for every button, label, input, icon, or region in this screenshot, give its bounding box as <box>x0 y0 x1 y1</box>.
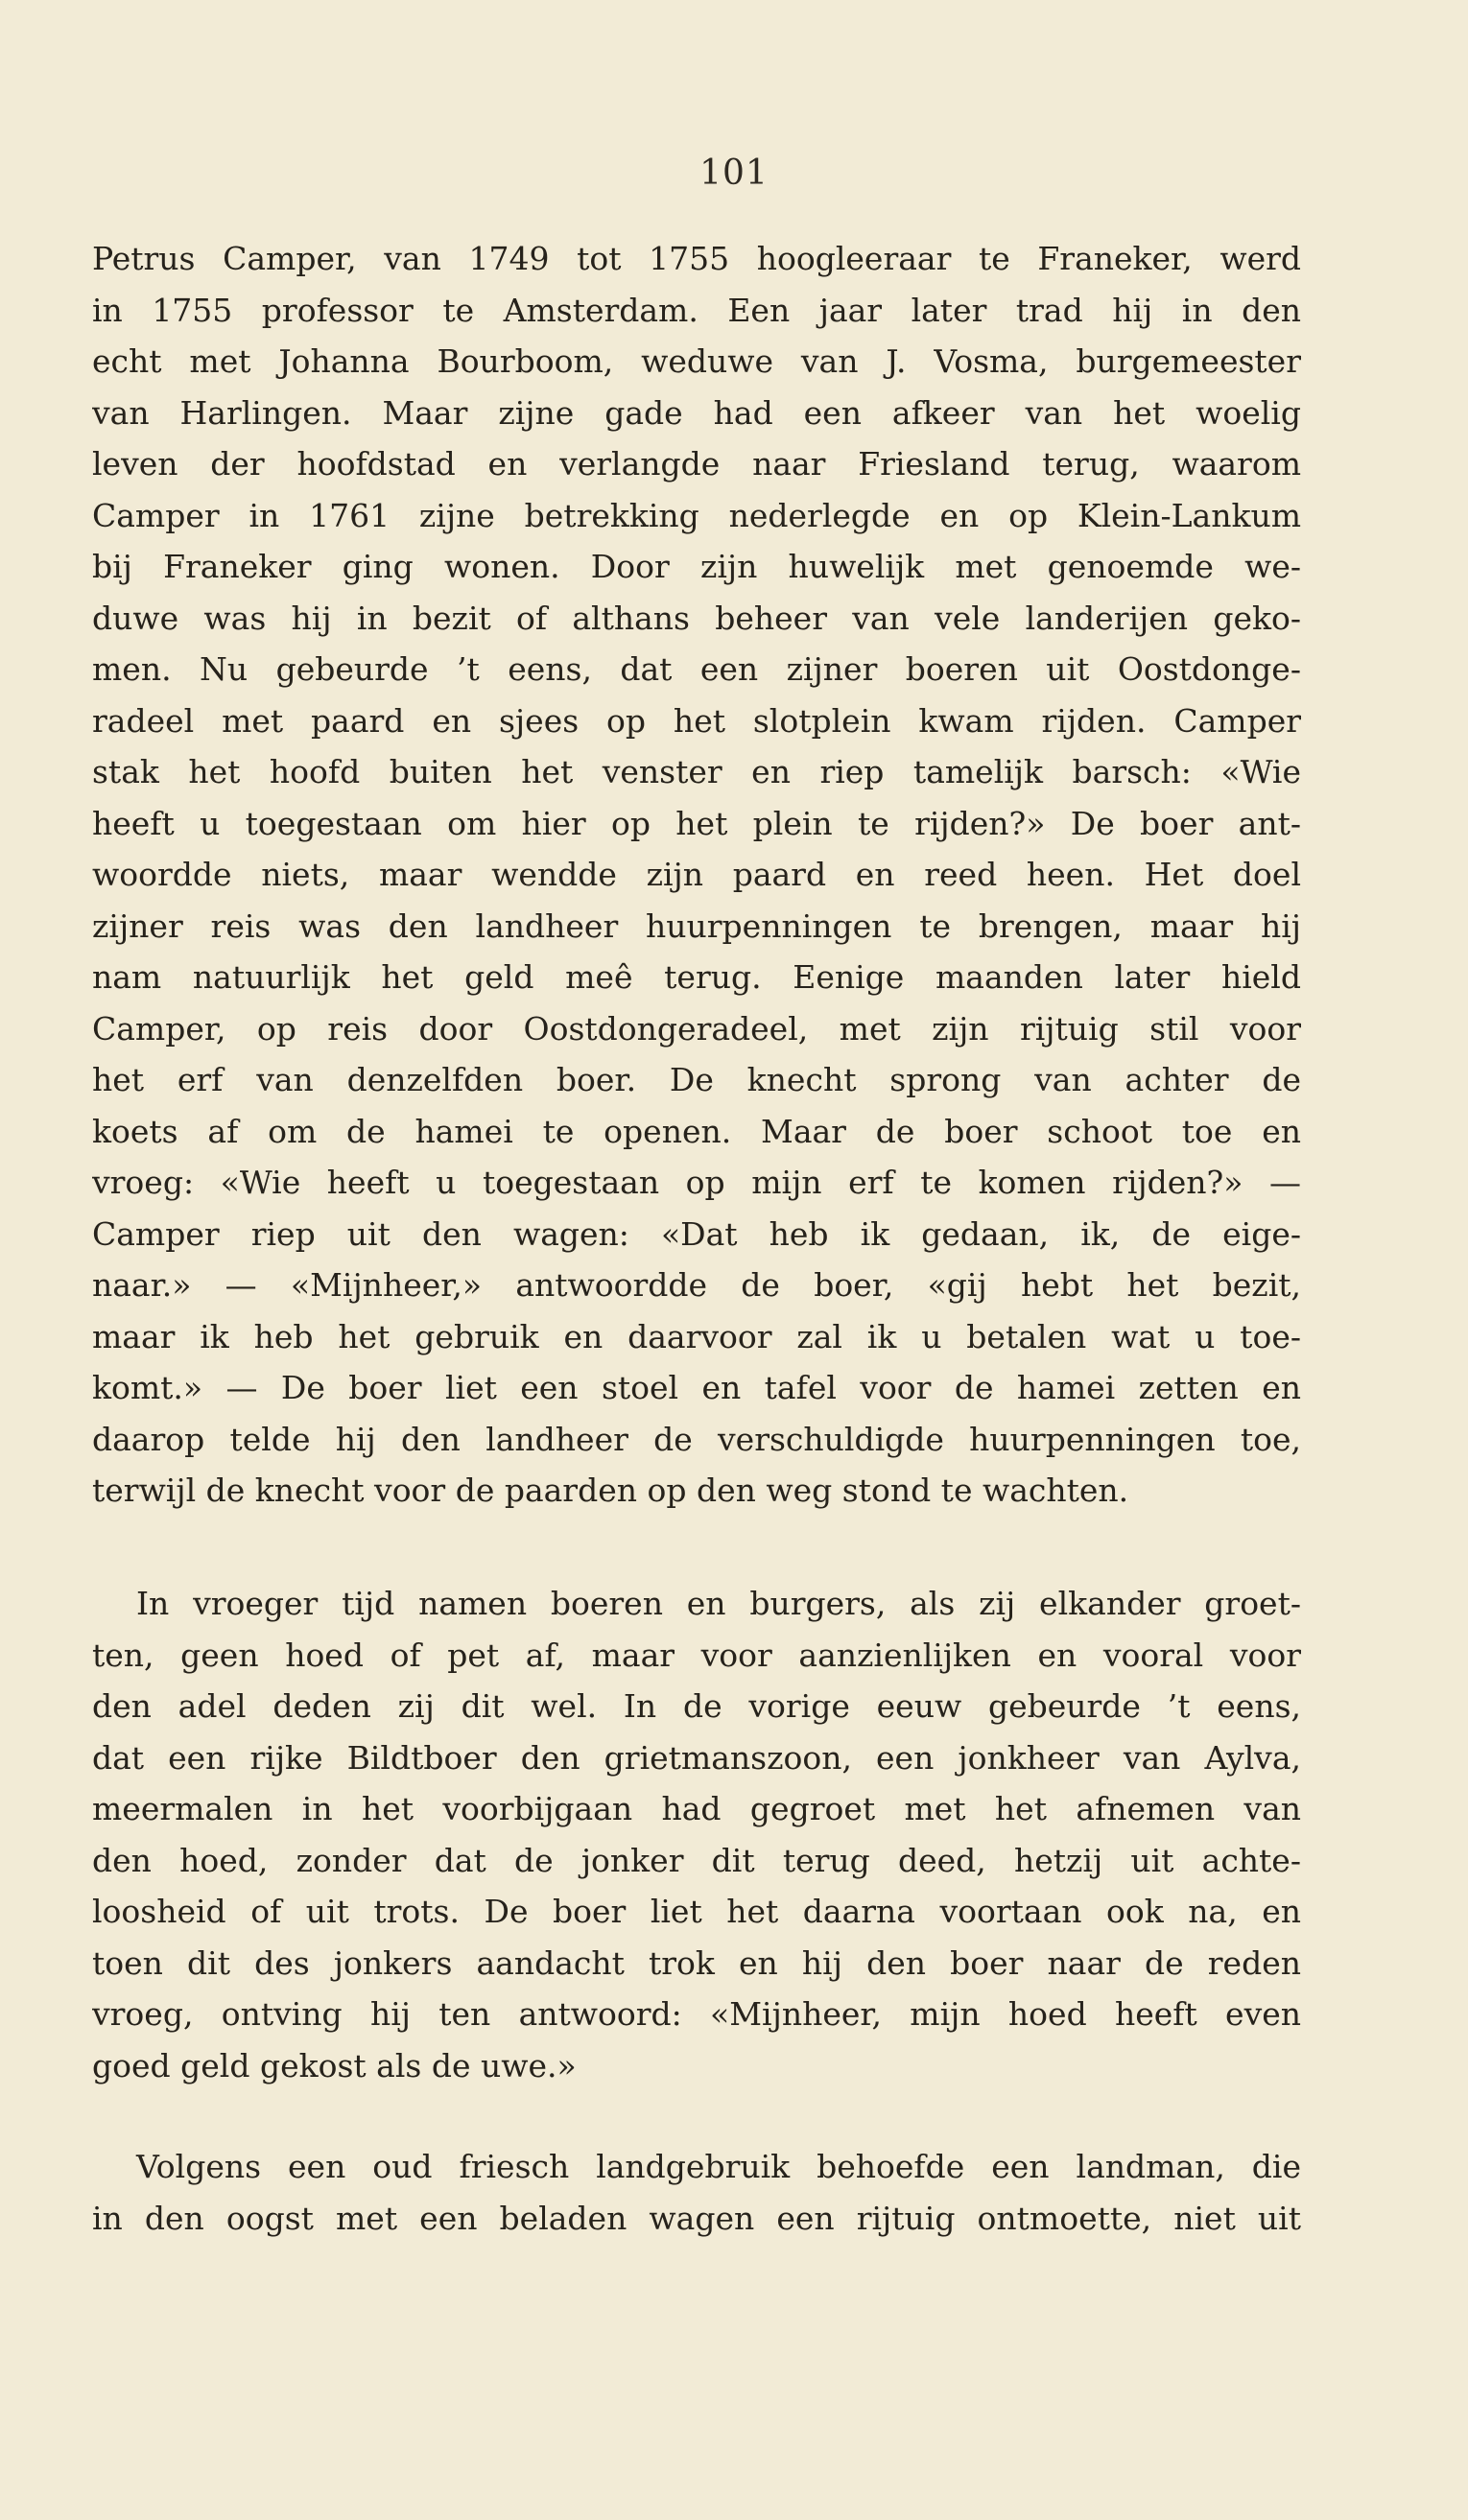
text-line: Camper, op reis door Oostdongeradeel, met zijn rijtuig stil voor <box>92 1009 1301 1048</box>
text-line: woordde niets, maar wendde zijn paard en reed heen. Het doel <box>92 856 1301 893</box>
text-line: echt met Johanna Bourboom, weduwe van J. Vosma, burgemeester <box>92 342 1301 380</box>
text-line: nam natuurlijk het geld meê terug. Eenige maanden later hield <box>92 958 1301 996</box>
text-line: goed geld gekost als de uwe.» <box>92 2046 577 2084</box>
text-line: komt.» — De boer liet een stoel en tafel voor de hamei zetten en <box>92 1369 1301 1406</box>
text-line: den hoed, zonder dat de jonker dit terug deed, hetzij uit achte- <box>92 1841 1301 1879</box>
text-line: heeft u toegestaan om hier op het plein te rijden?» De boer ant- <box>92 804 1301 842</box>
text-line: naar.» — «Mijnheer,» antwoordde de boer, «gij hebt het bezit, <box>92 1266 1301 1304</box>
text-line: toen dit des jonkers aandacht trok en hij den boer naar de reden <box>92 1943 1301 1982</box>
text-line: zijner reis was den landheer huurpenningen te brengen, maar hij <box>92 907 1301 945</box>
text-line: leven der hoofdstad en verlangde naar Friesland terug, waarom <box>92 445 1301 483</box>
text-line: stak het hoofd buiten het venster en riep tamelijk barsch: «Wie <box>92 753 1301 790</box>
text-line: meermalen in het voorbijgaan had gegroet met het afnemen van <box>92 1790 1301 1827</box>
text-line: vroeg, ontving hij ten antwoord: «Mijnheer, mijn hoed heeft even <box>92 1995 1301 2033</box>
text-line: duwe was hij in bezit of althans beheer van vele landerijen geko- <box>92 599 1301 637</box>
text-line: Camper in 1761 zijne betrekking nederlegde en op Klein-Lankum <box>92 496 1301 534</box>
text-line: Volgens een oud friesch landgebruik behoefde een landman, die <box>136 2148 1301 2185</box>
text-line: koets af om de hamei te openen. Maar de boer schoot toe en <box>92 1112 1301 1150</box>
text-line: in den oogst met een beladen wagen een rijtuig ontmoette, niet uit <box>92 2199 1301 2237</box>
text-line: van Harlingen. Maar zijne gade had een afkeer van het woelig <box>92 393 1301 432</box>
text-line: Camper riep uit den wagen: «Dat heb ik gedaan, ik, de eige- <box>92 1214 1301 1253</box>
text-line: daarop telde hij den landheer de verschuldigde huurpenningen toe, <box>92 1420 1301 1458</box>
text-line: het erf van denzelfden boer. De knecht sprong van achter de <box>92 1061 1301 1098</box>
text-line: dat een rijke Bildtboer den grietmanszoon, een jonkheer van Aylva, <box>92 1738 1301 1777</box>
text-line: ten, geen hoed of pet af, maar voor aanzienlijken en vooral voor <box>92 1636 1301 1674</box>
text-line: bij Franeker ging wonen. Door zijn huwelijk met genoemde we- <box>92 548 1301 585</box>
text-line: radeel met paard en sjees op het slotplein kwam rijden. Camper <box>92 701 1301 740</box>
text-line: terwijl de knecht voor de paarden op den weg stond te wachten. <box>92 1472 1129 1509</box>
paragraph-2 <box>92 1578 1301 2091</box>
text-line: vroeg: «Wie heeft u toegestaan op mijn erf te komen rijden?» — <box>92 1164 1301 1201</box>
page-number: 101 <box>699 153 769 193</box>
paragraph-3 <box>92 2141 1301 2244</box>
text-line: Petrus Camper, van 1749 tot 1755 hoogleeraar te Franeker, werd <box>92 240 1301 277</box>
paragraph-1 <box>92 233 1301 1517</box>
text-line: maar ik heb het gebruik en daarvoor zal ik u betalen wat u toe- <box>92 1317 1301 1355</box>
text-line: den adel deden zij dit wel. In de vorige eeuw gebeurde ’t eens, <box>92 1687 1301 1725</box>
text-line: men. Nu gebeurde ’t eens, dat een zijner boeren uit Oostdonge- <box>92 650 1301 688</box>
text-line: In vroeger tijd namen boeren en burgers, als zij elkander groet- <box>136 1585 1301 1622</box>
text-line: loosheid of uit trots. De boer liet het daarna voortaan ook na, en <box>92 1893 1301 1930</box>
text-line: in 1755 professor te Amsterdam. Een jaar later trad hij in den <box>92 291 1301 329</box>
